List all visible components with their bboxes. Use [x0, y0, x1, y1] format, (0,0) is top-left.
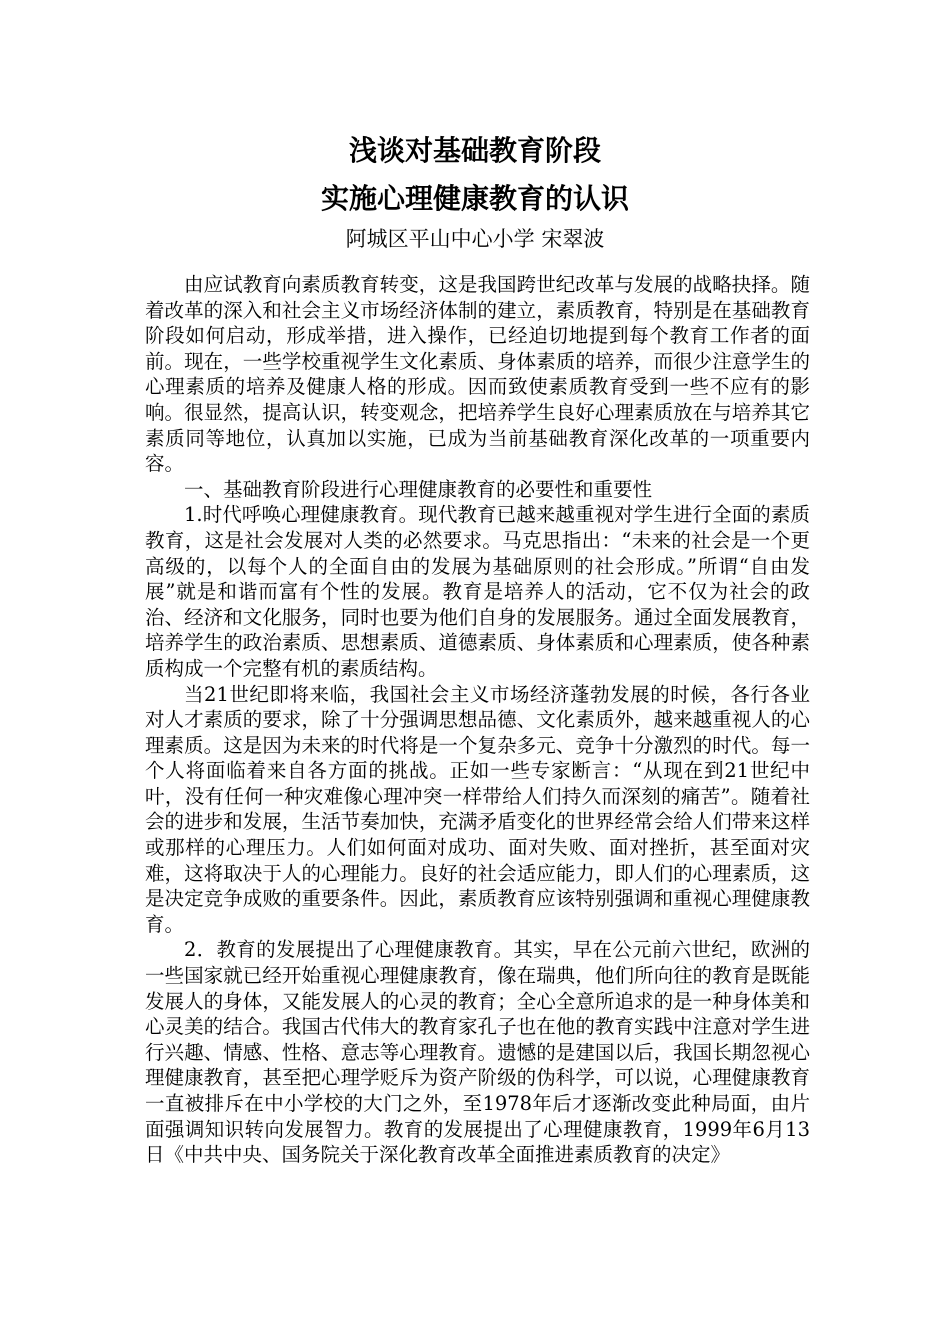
paragraph-intro: 由应试教育向素质教育转变，这是我国跨世纪改革与发展的战略抉择。随着改革的深入和社会主义市场经济体制的建立，素质教育，特别是在基础教育阶段如何启动，形成举措，进入操作，已经迫切地提到每个教育工作者的面前。现在，一些学校重视学生文化素质、身体素质的培养，而很少注意学生的心理素质的培养及健康人格的形成。因而致使素质教育受到一些不应有的影响。很显然，提高认识，转变观念，把培养学生良好心理素质放在与培养其它素质同等地位，认真加以实施，已成为当前基础教育深化改革的一项重要内容。 — [145, 273, 810, 476]
body-text — [145, 272, 810, 1168]
section-heading: 一、基础教育阶段进行心理健康教育的必要性和重要性 — [184, 477, 653, 501]
author-line: 阿城区平山中心小学 宋翠波 — [345, 227, 605, 251]
title-line-1: 浅谈对基础教育阶段 — [348, 134, 601, 167]
paragraph-point-1: 1.时代呼唤心理健康教育。现代教育已越来越重视对学生进行全面的素质教育，这是社会发展对人类的必然要求。马克思指出：“未来的社会是一个更高级的，以每个人的全面自由的发展为基础原则的社会形成。”所谓“自由发展”就是和谐而富有个性的发展。教育是培养人的活动，它不仅为社会的政治、经济和文化服务，同时也要为他们自身的发展服务。通过全面发展教育，培养学生的政治素质、思想素质、道德素质、身体素质和心理素质，使各种素质构成一个完整有机的素质结构。 — [145, 503, 810, 680]
paragraph-21st-century: 当21世纪即将来临，我国社会主义市场经济蓬勃发展的时候，各行各业对人才素质的要求，除了十分强调思想品德、文化素质外，越来越重视人的心理素质。这是因为未来的时代将是一个复杂多元、竞争十分激烈的时代。每一个人将面临着来自各方面的挑战。正如一些专家断言：“从现在到21世纪中叶，没有任何一种灾难像心理冲突一样带给人们持久而深刻的痛苦”。随着社会的进步和发展，生活节奏加快，充满矛盾变化的世界经常会给人们带来这样或那样的心理压力。人们如何面对成功、面对失败、面对挫折，甚至面对灾难，这将取决于人的心理能力。良好的社会适应能力，即人们的心理素质，这是决定竞争成败的重要条件。因此，素质教育应该特别强调和重视心理健康教育。 — [145, 682, 810, 936]
title-line-2: 实施心理健康教育的认识 — [320, 182, 629, 215]
paragraph-point-2: 2．教育的发展提出了心理健康教育。其实，早在公元前六世纪，欧洲的一些国家就已经开始重视心理健康教育，像在瑞典，他们所向往的教育是既能发展人的身体，又能发展人的心灵的教育；全心全意所追求的是一种身体美和心灵美的结合。我国古代伟大的教育家孔子也在他的教育实践中注意对学生进行兴趣、情感、性格、意志等心理教育。遗憾的是建国以后，我国长期忽视心理健康教育，甚至把心理学贬斥为资产阶级的伪科学，可以说，心理健康教育一直被排斥在中小学校的大门之外，至1978年后才逐渐改变此种局面，由片面强调知识转向发展智力。教育的发展提出了心理健康教育，1999年6月13日《中共中央、国务院关于深化教育改革全面推进素质教育的决定》 — [145, 938, 810, 1167]
